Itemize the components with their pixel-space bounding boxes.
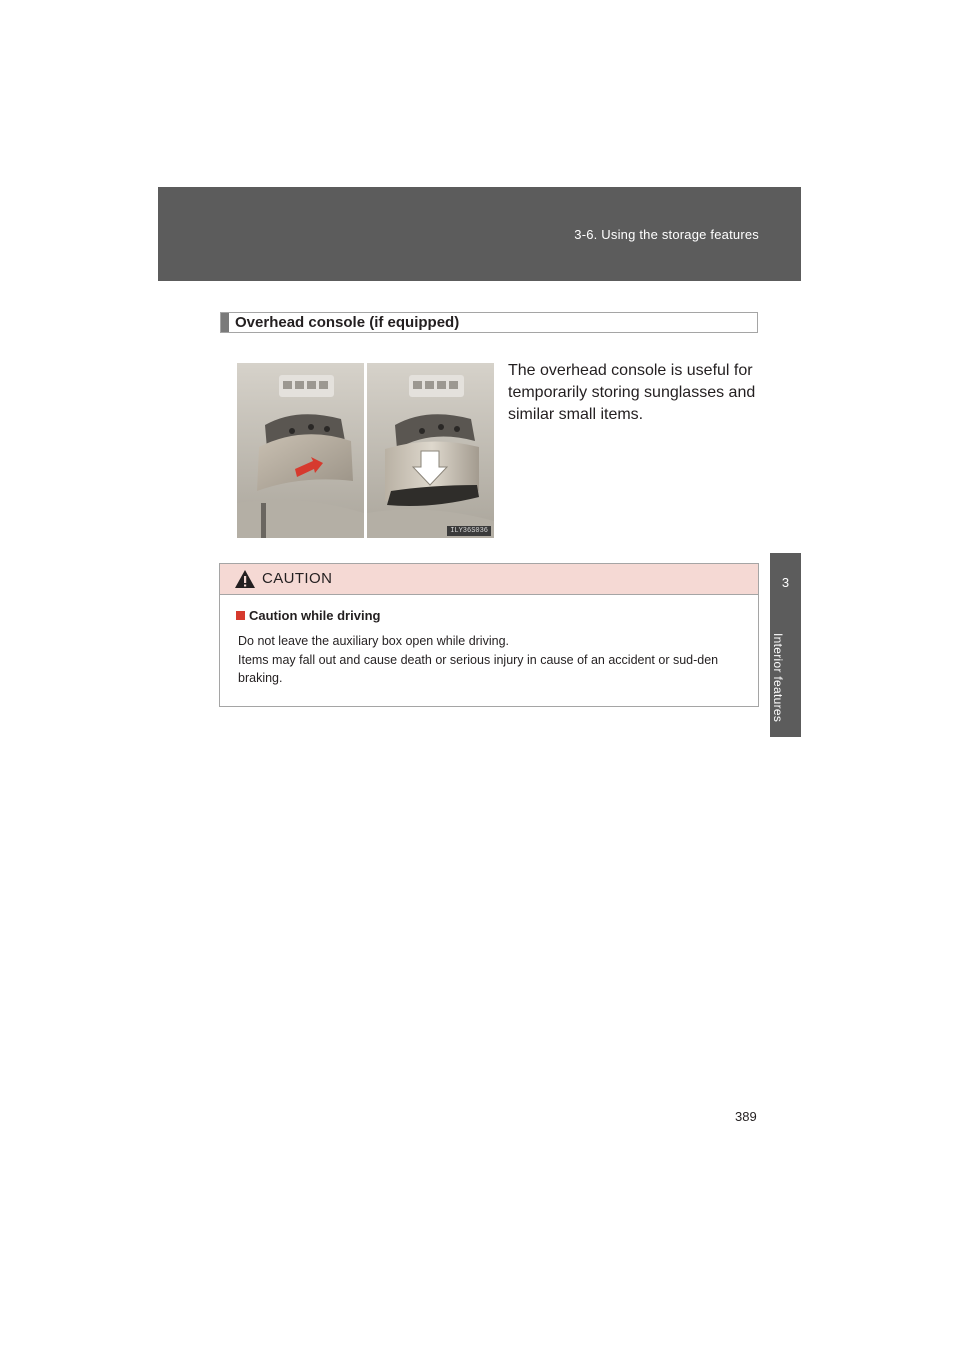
- header-band: [158, 187, 801, 281]
- console-closed-illustration: [237, 363, 364, 538]
- page-number: 389: [735, 1109, 757, 1124]
- figure-panel-closed: [237, 363, 364, 538]
- overhead-console-figure: [237, 363, 494, 538]
- caution-line-1: Do not leave the auxiliary box open while driving.: [238, 634, 509, 648]
- section-header-title: 3-6. Using the storage features: [574, 227, 759, 242]
- console-open-illustration: [367, 363, 494, 538]
- chapter-number: 3: [781, 575, 790, 590]
- warning-triangle-icon: [234, 569, 256, 589]
- section-title: Overhead console (if equipped): [235, 314, 460, 331]
- heading-accent-bar: [221, 313, 229, 332]
- caution-item-title: Caution while driving: [249, 608, 381, 623]
- console-description: The overhead console is useful for temporarily storing sunglasses and similar small items.: [508, 362, 756, 423]
- chapter-side-tab: [770, 553, 801, 737]
- caution-title: CAUTION: [262, 570, 333, 587]
- caution-item-heading: [236, 608, 380, 623]
- caution-header: [220, 564, 758, 595]
- caution-body: [238, 632, 748, 688]
- square-bullet-icon: [236, 611, 245, 620]
- figure-panel-open: [367, 363, 494, 538]
- section-heading: [220, 312, 758, 333]
- chapter-label: Interior features: [771, 633, 785, 723]
- figure-code: ILY36S036: [447, 526, 491, 536]
- caution-box: [219, 563, 759, 707]
- caution-line-2: Items may fall out and cause death or serious injury in cause of an accident or sud-den braking.: [238, 652, 719, 685]
